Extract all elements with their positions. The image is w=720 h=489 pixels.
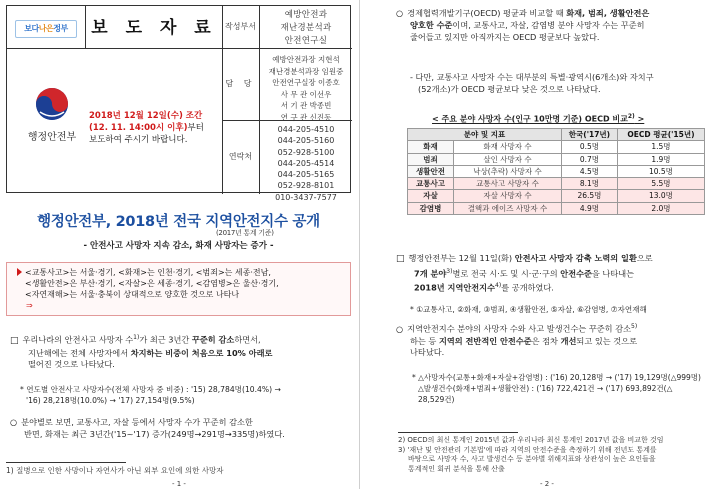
table-row: 범죄 살인 사망자 수 0.7명 1.9명	[408, 153, 705, 165]
press-release-title: 보 도 자 료	[91, 18, 217, 39]
square-bullet-icon: □	[10, 335, 19, 346]
phone-list	[262, 124, 350, 203]
embargo-time-tail: 부터	[187, 123, 204, 133]
footnote-rule	[398, 432, 518, 433]
manager: 예방안전과장 지현석	[272, 55, 340, 64]
phone: 044-205-4514	[277, 158, 335, 168]
column-divider	[359, 0, 360, 489]
page-number-2: - 2 -	[540, 480, 554, 488]
footnote: 2) OECD의 최신 통계인 2015년 값과 우리나라 최신 통계인 2017년 값을 비교한 것임	[398, 436, 664, 444]
manager-label: 담 당	[225, 79, 256, 88]
phone: 052-928-5100	[277, 147, 335, 157]
footnote: 통계적인 회귀 분석을 통해 산출	[408, 464, 505, 473]
embargo-instruction: 보도하여 주시기 바랍니다.	[89, 135, 188, 145]
table-row: 교통사고 교통사고 사망자 수 8.1명 5.5명	[408, 178, 705, 190]
square-bullet-icon: □	[396, 254, 405, 264]
main-title-sub: (2017년 통계 기준)	[216, 229, 274, 237]
stat-2: * △사망자수(교통+화재+자살+감염병) : ('16) 20,128명 → ('17) 19,129명(△999명) △발생건수(화재+범죄+생활안전) : ('16) 722,421건 → ('17) 693,892건(△ 28,529건)	[412, 373, 701, 404]
paragraph-r1: ○ 경제협력개발기구(OECD) 평균과 비교할 때 화재, 범죄, 생활안전은 양호한 수준이며, 교통사고, 자살, 감염병 분야 사망자 수는 꾸준히 줄어들고 있지만 아직까지는 OECD 평균보다 높았다.	[396, 8, 650, 42]
dept-names	[262, 9, 350, 48]
dept-name: 재난경분석과	[280, 23, 332, 33]
summary-result	[17, 300, 342, 311]
dept-name: 안전연구실	[284, 36, 328, 46]
fields-list: * ①교통사고, ②화재, ③범죄, ④생활안전, ⑤자살, ⑥감염병, ⑦자연재해	[410, 305, 647, 314]
table-row: 화재 화재 사망자 수 0.5명 1.5명	[408, 141, 705, 153]
phone: 044-205-5165	[277, 170, 335, 180]
result-arrow-icon: ⇒	[26, 301, 33, 310]
paragraph-1: □ 우리나라의 안전사고 사망자 수$^{1)}$가 최근 3년간 꾸준히 감소하면서, 지난해에는 전체 사망자에서 차지하는 비중이 처음으로 10% 아래로 떨어진 것으로 나타났다.	[10, 334, 273, 370]
embargo-time: (12. 11. 14:00시 이후)	[89, 123, 188, 133]
summary-line: <생활안전>은 부산·경기, <자살>은 세종·경기, <감염병>은 울산·경기,	[25, 279, 279, 288]
embargo-notice	[89, 110, 239, 146]
phone: 044-205-4510	[277, 125, 335, 134]
paragraph-r2: - 다만, 교통사고 사망자 수는 대부분의 특별·광역시(6개소)와 자치구 (52개소)가 OECD 평균보다 낮은 것으로 나타났다.	[410, 72, 654, 94]
stat-1: * 연도별 안전사고 사망자수(전체 사망자 중 비중) : '15) 28,784명(10.4%) → '16) 28,218명(10.0%) → '17) 27,154명(9.5%)	[20, 385, 281, 405]
paragraph-r4: ○ 지역안전지수 분야의 사망자 수와 사고 발생건수는 꾸준히 감소$^{5)}$ 하는 등 지역의 전반적인 안전수준은 점차 개선되고 있는 것으로 나타났다.	[396, 323, 638, 358]
table-row: 생활안전 낙상(추락) 사망자 수 4.5명 10.5명	[408, 165, 705, 177]
footnotes-right	[398, 436, 716, 474]
brand-part2: 나은	[38, 24, 54, 33]
table-row: 감염병 결핵과 에이즈 사망자 수 4.9명 2.0명	[408, 202, 705, 214]
brand-logo	[15, 20, 77, 38]
subtitle: - 안전사고 사망자 지속 감소, 화재 사망자는 증가 -	[83, 241, 274, 251]
footnote-1: 1) 질병으로 인한 사망이나 자연사가 아닌 외부 요인에 의한 사망자	[6, 466, 224, 475]
page-number-1: - 1 -	[172, 480, 186, 488]
table-header-row	[408, 129, 705, 141]
brand-part3: 정부	[53, 24, 68, 33]
phone: 044-205-5160	[277, 136, 335, 146]
phone: 010-3437-7577	[275, 192, 337, 202]
press-header-box	[6, 5, 351, 202]
dept-label: 작성부서	[225, 22, 256, 31]
summary-box	[6, 262, 351, 316]
manager-list	[262, 54, 350, 123]
circle-bullet-icon: ○	[396, 8, 404, 18]
footnote: 3) '재난 및 안전관리 기본법'에 따라 지역의 안전수준을 측정하기 위해 전년도 통계를	[398, 445, 657, 454]
footnote: 바탕으로 사망자 수, 사고 발생건수 등 분야별 위해지표와 상관성이 높은 요인들을	[408, 455, 656, 463]
phone: 052-928-8101	[277, 181, 335, 191]
triangle-bullet-icon	[17, 268, 22, 276]
column-header: OECD 평균('15년)	[617, 129, 704, 141]
column-header: 분야 및 지표	[408, 129, 562, 141]
column-header: 한국('17년)	[562, 129, 618, 141]
government-emblem-icon	[27, 84, 77, 124]
arrow-icon: →	[274, 385, 281, 394]
arrow-icon: →	[109, 396, 116, 405]
manager: 연 구 관 신진동	[280, 112, 332, 122]
contact-label: 연락처	[228, 152, 253, 161]
table-row: 자살 자살 사망자 수 26.5명 13.0명	[408, 190, 705, 202]
main-title-text: 행정안전부, 2018년 전국 지역안전지수 공개	[37, 214, 320, 230]
oecd-comparison-table	[407, 128, 705, 215]
summary-line: <교통사고>는 서울·경기, <화재>는 인천·경기, <범죄>는 세종·전남,	[17, 267, 342, 278]
paragraph-r3: □ 행정안전부는 12월 11일(화) 안전사고 사망자 감축 노력의 일환으로 7개 분야$^{3)}$별로 전국 시·도 및 시·군·구의 안전수준을 나타내는 2018년 지역안전지수$^{4)}$를 공개하였다.	[396, 253, 653, 294]
table-caption: < 주요 분야 사망자 수(인구 10만명 기준) OECD 비교$^{2)}$ >	[432, 113, 645, 124]
manager: 재난경분석과장 임원중	[268, 66, 344, 76]
paragraph-2: ○ 분야별로 보면, 교통사고, 자살 등에서 사망자 수가 꾸준히 감소한 반면, 화재는 최근 3년간('15~'17) 증가(249명→291명→335명)하였다.	[10, 417, 285, 439]
circle-bullet-icon: ○	[10, 417, 18, 427]
main-title	[6, 213, 351, 237]
manager: 사 무 관 이선우	[280, 89, 332, 99]
circle-bullet-icon: ○	[396, 323, 404, 334]
manager: 서 기 관 박종빈	[280, 101, 332, 110]
summary-line: <자연재해>는 서울·충북이 상대적으로 양호한 것으로 나타나	[25, 290, 240, 299]
brand-part1: 보다	[24, 24, 39, 33]
embargo-date: 2018년 12월 12일(수) 조간	[89, 111, 203, 121]
dept-name: 예방안전과	[284, 10, 328, 20]
footnote-rule	[6, 462, 126, 463]
ministry-name: 행정안전부	[27, 132, 77, 143]
manager: 안전연구실장 이종호	[272, 78, 340, 87]
